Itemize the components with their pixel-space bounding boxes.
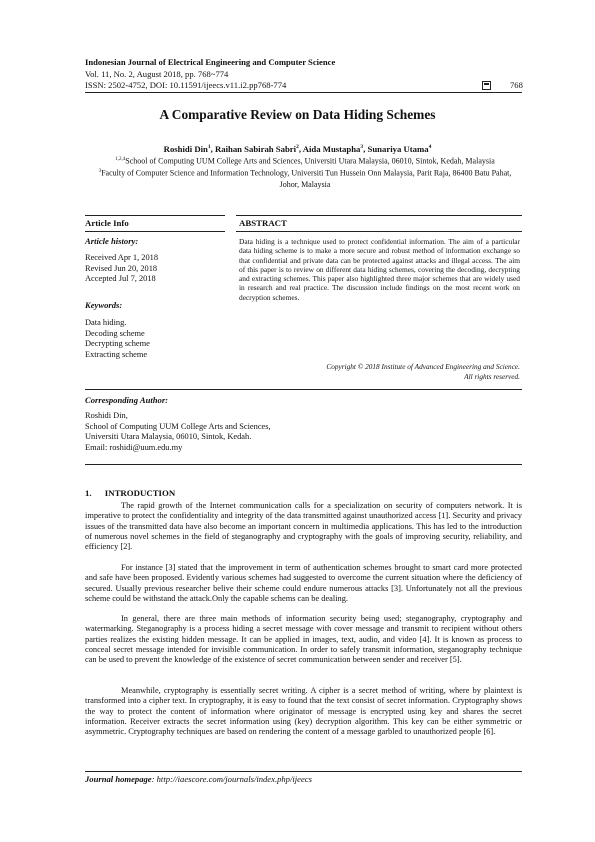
issn-doi: ISSN: 2502-4752, DOI: 10.11591/ijeecs.v11.i2.pp768-774 <box>85 80 287 90</box>
paragraph-text: In general, there are three main methods of information security being used; steganography, cryptography and watermarking. Steganography is a process hiding a secret message with cover message and transmit to recipient without others parties realizes the existing hidden message. It can be applied in images, text, audio, and video [4]. It is known as process to conceal secret message intended for invisible communication. In order to safely transmit information, steganography technique can be used to prevent the knowledge of the existence of secret communication between sender and receiver [5]. <box>85 614 522 665</box>
copyright-line-2: All rights reserved. <box>464 372 520 381</box>
corresponding-top-rule <box>85 389 522 390</box>
history-revised: Revised Jun 20, 2018 <box>85 263 158 273</box>
history-received: Received Apr 1, 2018 <box>85 253 159 262</box>
copyright <box>239 362 520 382</box>
article-info-top-rule <box>85 215 225 216</box>
author-list: Roshidi Din$^1$, Raihan Sabirah Sabri$^2$, Aida Mustapha$^3$, Sunariya Utama$^4$ <box>163 144 432 154</box>
copyright-line-1: Copyright © 2018 Institute of Advanced Engineering and Science. <box>326 362 520 371</box>
intro-paragraph-3 <box>85 614 522 665</box>
homepage-label: Journal homepage <box>85 774 152 784</box>
affiliation-text: School of Computing UUM College Arts and Sciences, Universiti Utara Malaysia, 06010, Sintok, Kedah, Malaysia <box>125 156 495 166</box>
author-sup: 2 <box>296 144 299 151</box>
homepage-url[interactable]: : http://iaescore.com/journals/index.php/ijeecs <box>151 774 312 784</box>
journal-name: Indonesian Journal of Electrical Engineering and Computer Science <box>85 57 336 67</box>
journal-homepage <box>85 774 312 784</box>
document-icon <box>482 81 491 90</box>
author-name: Sunariya Utama <box>367 144 429 154</box>
footer-rule <box>85 771 522 772</box>
affiliation-sup: 1,2,4 <box>115 157 126 162</box>
corresponding-university: Universiti Utara Malaysia, 06010, Sintok, Kedah. <box>85 432 252 442</box>
keyword: Extracting scheme <box>85 349 148 359</box>
author-name: Aida Mustapha <box>302 144 361 154</box>
keyword: Decrypting scheme <box>85 339 150 349</box>
history-accepted: Accepted Jul 7, 2018 <box>85 274 156 284</box>
intro-paragraph-1 <box>85 501 522 552</box>
keyword: Decoding scheme <box>85 328 145 338</box>
affiliation-2 <box>90 167 520 190</box>
author-sup: 1 <box>207 144 211 151</box>
intro-paragraph-2 <box>85 563 522 604</box>
corresponding-email: Email: roshidi@uum.edu.my <box>85 442 183 452</box>
keywords-list <box>85 318 150 360</box>
abstract-top-rule <box>236 215 522 216</box>
abstract-heading: ABSTRACT <box>239 218 287 228</box>
affiliations <box>90 155 520 190</box>
volume-info: Vol. 11, No. 2, August 2018, pp. 768~774 <box>85 69 229 79</box>
affiliation-text: Faculty of Computer Science and Information Technology, Universiti Tun Hussein Onn Malaysia, Parit Raja, 86400 Batu Pahat, Johor, Malaysia <box>101 168 512 189</box>
corresponding-school: School of Computing UUM College Arts and Sciences, <box>85 421 271 431</box>
paragraph-text: Meanwhile, cryptography is essentially secret writing. A cipher is a secret method of writing, where by plaintext is transformed into a cipher text. In cryptography, it is easy to found that the text consist of secret information. Cryptography shows the way to protect the content of information where originator of message is encrypted using key and shares the secret information. Receiver extracts the secret information using (key) decryption algorithm. This key can be either symmetric or asymmetric. Cryptography techniques are based on rendering the content of a message garbled to unauthorized people [6]. <box>85 686 522 737</box>
author-sup: 3 <box>360 144 364 151</box>
author-sup: 4 <box>428 144 432 151</box>
affiliation-sup: 3 <box>98 169 102 175</box>
article-history <box>85 253 158 285</box>
abstract-sub-rule <box>236 231 522 232</box>
header-rule <box>85 92 522 93</box>
corresponding-author-details <box>85 411 271 453</box>
affiliation-1 <box>90 155 520 167</box>
author-name: Roshidi Din <box>163 144 208 154</box>
article-info-heading: Article Info <box>85 218 129 228</box>
paragraph-text: For instance [3] stated that the improvement in term of authentication schemes brought to smart card more protected and safe have been proposed. Evidently various schemes had suggested to overcome the current situation where the deficiency of secured. Usually previous researcher belive their scheme could endure numerous attacks [3]. Unfortunately not all the previous scheme could be withstand the attack.Only the capable schems can be dealing. <box>85 563 522 603</box>
abstract-text: Data hiding is a technique used to protect confidential information. The aim of a particular data hiding scheme is to make a more secure and robust method of information exchange so that confidential and private data can be protected against attacks and illegal access. The aim of this paper is to review on different data hiding schemes, covering the decoding, decrypting and extracting schemes. This paper also highlighted three major schemes that are widely used in research and real practice. The discussion include findings on the most recent work on decryption schemes. <box>239 237 520 302</box>
paragraph-text: The rapid growth of the Internet communication calls for a specialization on security of computers network. It is imperative to protect the confidentiality and integrity of the data transmitted against unauthorized access [1]. Security and privacy issues of the transmitted data have also become an important concern in multimedia applications. This has led to the introduction of numerous novel schemes in the field of steganography and cryptography with the goals of improving security, reliability, and efficiency [2]. <box>85 501 522 552</box>
keywords-label: Keywords: <box>85 300 123 310</box>
corresponding-name: Roshidi Din, <box>85 411 128 420</box>
introduction-heading: 1. INTRODUCTION <box>85 488 176 498</box>
intro-paragraph-4 <box>85 686 522 737</box>
article-info-sub-rule <box>85 231 225 232</box>
corresponding-bottom-rule <box>85 464 522 465</box>
keyword: Data hiding. <box>85 318 127 327</box>
author-name: Raihan Sabirah Sabri <box>214 144 297 154</box>
page-number: 768 <box>510 80 523 90</box>
corresponding-author-label: Corresponding Author: <box>85 395 169 405</box>
article-history-label: Article history: <box>85 236 139 246</box>
paper-title: A Comparative Review on Data Hiding Schemes <box>159 107 436 122</box>
